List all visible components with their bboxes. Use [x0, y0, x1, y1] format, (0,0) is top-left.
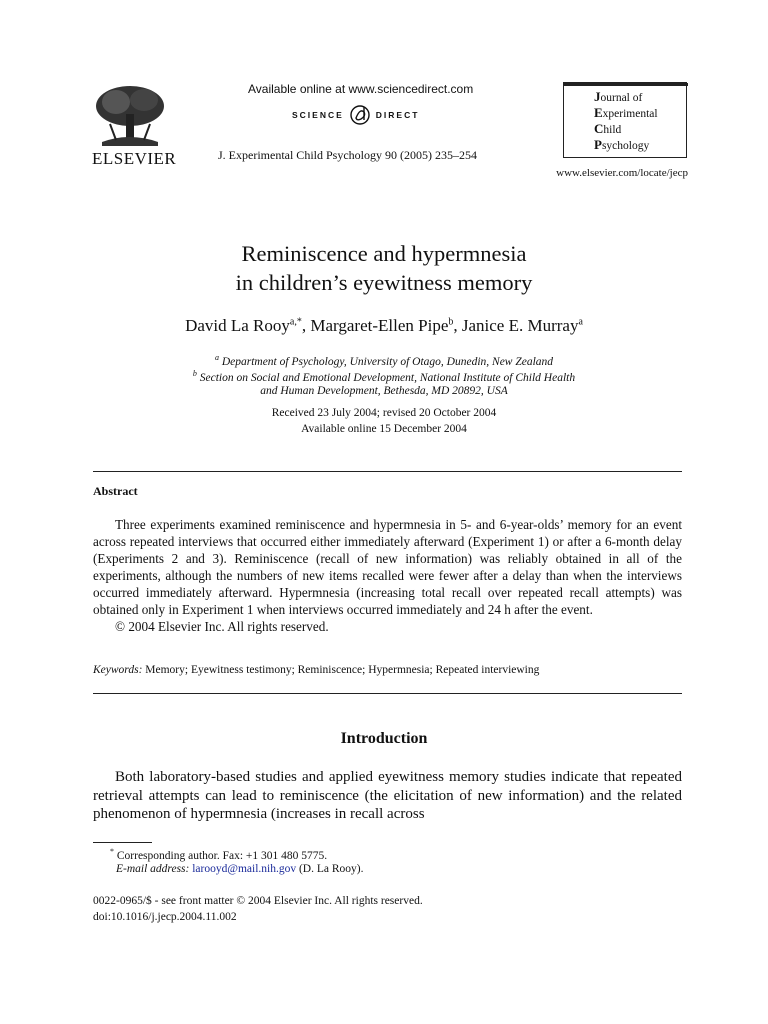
online-date: Available online 15 December 2004 — [301, 423, 467, 435]
copyright-line: © 2004 Elsevier Inc. All rights reserved. — [115, 619, 329, 634]
abstract-heading: Abstract — [93, 484, 138, 498]
author-name: David La Rooy — [185, 316, 290, 335]
sd-right-text: DIRECT — [375, 110, 420, 120]
affiliation-b: $^b$ Section on Social and Emotional Development, National Institute of Child Health — [192, 369, 576, 384]
author-list: David La Rooy$^{a,*}$, Margaret-Ellen Pipe$^b$, Janice E. Murray$^a$ — [185, 316, 583, 335]
issn-line: 0022-0965/$ - see front matter © 2004 Elsevier Inc. All rights reserved. — [93, 895, 423, 907]
journal-line-4: Psychology — [594, 137, 650, 152]
journal-line-2: Experimental — [594, 105, 658, 120]
sciencedirect-logo — [292, 104, 419, 126]
email-link[interactable]: larooyd@mail.nih.gov — [192, 863, 297, 875]
journal-line-1: Journal of — [594, 89, 643, 104]
article-title: Reminiscence and hypermnesia in children’s eyewitness memory — [235, 241, 533, 295]
journal-url-link[interactable]: www.elsevier.com/locate/jecp — [556, 167, 688, 179]
journal-title-box — [563, 82, 687, 158]
author-name: Janice E. Murray — [461, 316, 579, 335]
affiliation-a: $^a$ Department of Psychology, University of Otago, Dunedin, New Zealand — [214, 353, 554, 368]
journal-line-3: Child — [594, 121, 622, 136]
footnote-corresponding: * Corresponding author. Fax: +1 301 480 5775. — [110, 847, 328, 862]
available-online-text: Available online at www.sciencedirect.com — [248, 82, 474, 96]
affiliation-b-cont: and Human Development, Bethesda, MD 20892, USA — [260, 385, 508, 397]
journal-citation: J. Experimental Child Psychology 90 (2005) 235–254 — [218, 148, 477, 162]
abstract-body: Three experiments examined reminiscence and hypermnesia in 5- and 6-year-olds’ memory for an event across repeated interviews that occurred either immediately afterward (Experiment 1) or after a 6-month delay (Experiments 2 and 3). Reminiscence (recall of new information) was reliably obtained in all of the experiments, although the numbers of new items recalled were fewer after a delay than when the interviews occurred immediately afterward. Hypermnesia (increasing total recall over repeated recall attempts) was obtained only in Experiment 1 when interviews occurred immediately and 24 h after the event. © 2004 Elsevier Inc. All rights reserved. — [93, 517, 682, 634]
received-dates: Received 23 July 2004; revised 20 October 2004 — [271, 407, 497, 419]
elsevier-tree-logo-icon — [92, 84, 168, 146]
sciencedirect-d-icon — [349, 104, 371, 126]
sd-left-text: SCIENCE — [292, 110, 344, 120]
divider — [93, 693, 682, 694]
divider — [93, 471, 682, 472]
doi-line[interactable]: doi:10.1016/j.jecp.2004.11.002 — [93, 911, 237, 923]
footnote-email: E-mail address: larooyd@mail.nih.gov (D. La Rooy). — [116, 863, 364, 875]
journal-box-bar — [564, 83, 688, 86]
publisher-name: ELSEVIER — [92, 149, 177, 168]
author-name: Margaret-Ellen Pipe — [310, 316, 449, 335]
introduction-heading: Introduction — [340, 730, 428, 747]
introduction-body: Both laboratory-based studies and applied eyewitness memory studies indicate that repeated retrieval attempts can lead to reminiscence (the elicitation of new information) and the related phenomenon of hypermnesia (increases in recall across — [93, 769, 682, 822]
keywords: Keywords: Memory; Eyewitness testimony; Reminiscence; Hypermnesia; Repeated interviewing — [93, 664, 540, 676]
footnote-rule — [93, 842, 152, 843]
